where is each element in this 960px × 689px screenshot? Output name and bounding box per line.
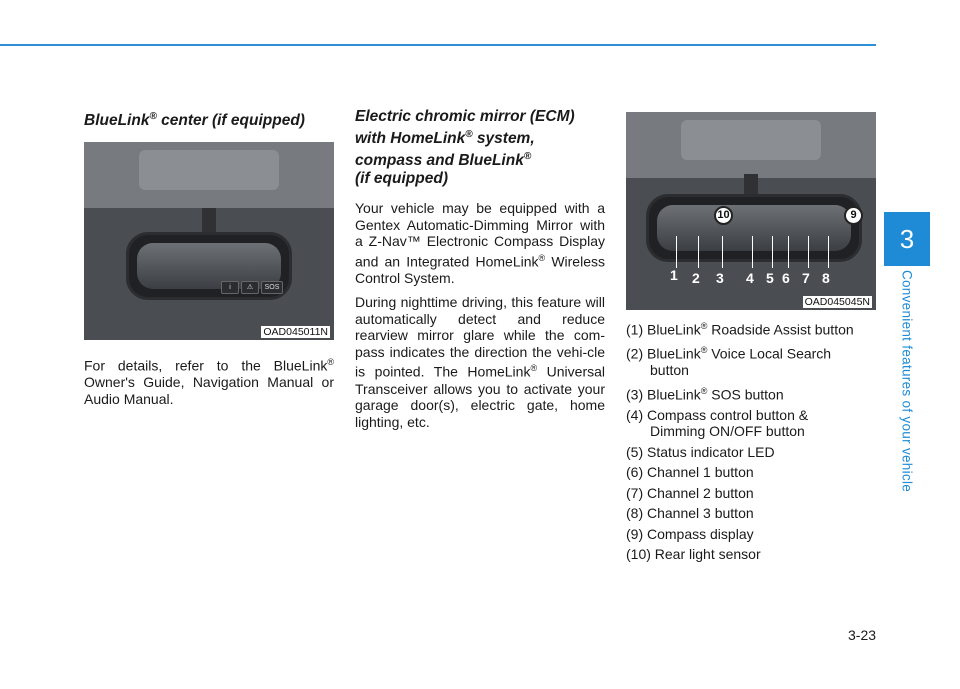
column-ecm-mirror [355,108,605,438]
label-7: 7 [802,270,810,286]
mirror-stem [202,208,216,234]
page-number: 3-23 [848,627,877,643]
bluelink-center-paragraph: For details, refer to the BlueLink® Owner's Guide, Navigation Manual or Audio Manual. [84,357,334,407]
ecm-paragraph-2: During nighttime driving, this feature will automatically detect and reduce rearview mirror glare while the com-pass indicates the direction the vehi-cle is pointed. The HomeLink® Universal Transceiver allows you to activate your garage door(s), electric gate, home lighting, etc. [355,294,606,430]
list-item: (2) BlueLink® Voice Local Search button [626,345,832,379]
figure-code: OAD045011N [263,326,328,339]
headliner [626,112,876,178]
column-bluelink-center [84,108,334,415]
list-item: (1) BlueLink® Roadside Assist button [626,321,854,338]
ecm-mirror-figure [626,112,876,310]
header-rule [0,44,876,46]
label-1: 1 [670,267,678,283]
ecm-paragraph-1: Your vehicle may be equipped with a Gentex Automatic-Dimming Mirror with a Z-Nav™ Electronic Compass Display and an Integrated HomeLink® Wireless Control System. [355,200,605,286]
label-2: 2 [692,270,700,286]
list-item: (5) Status indicator LED [626,443,775,460]
label-6: 6 [782,270,790,286]
bluelink-sos-button-icon: SOS [261,281,283,294]
headliner [84,142,334,208]
mirror-stem [744,174,758,196]
chapter-title: Convenient features of your vehicle [899,269,915,493]
ecm-heading: Electric chromic mirror (ECM) with HomeLink® system, compass and BlueLink® (if equipped) [355,108,575,188]
list-item: (4) Compass control button & Dimming ON/OFF button [626,406,809,440]
list-item: (9) Compass display [626,525,754,542]
list-item: (6) Channel 1 button [626,464,754,481]
label-5: 5 [766,270,774,286]
chapter-title-vertical [884,266,930,496]
chapter-number-tab: 3 [884,212,930,266]
bluelink-center-heading: BlueLink® center (if equipped) [84,111,305,130]
label-3: 3 [716,270,724,286]
list-item: (10) Rear light sensor [626,546,761,563]
label-4: 4 [746,270,754,286]
bluelink-assist-button-icon: ⚠ [241,281,259,294]
column-mirror-diagram [626,112,876,567]
list-item: (8) Channel 3 button [626,505,754,522]
bluelink-mirror-figure [84,142,334,340]
mirror-parts-list [626,318,876,563]
list-item: (3) BlueLink® SOS button [626,385,784,403]
figure-code: OAD045045N [804,296,870,308]
label-8: 8 [822,270,830,286]
ecm-rearview-mirror [646,194,862,262]
list-item: (7) Channel 2 button [626,484,754,501]
bluelink-info-button-icon: i [221,281,239,294]
callout-9: 9 [844,206,863,225]
rearview-mirror [126,232,292,300]
callout-10: 10 [714,206,733,225]
